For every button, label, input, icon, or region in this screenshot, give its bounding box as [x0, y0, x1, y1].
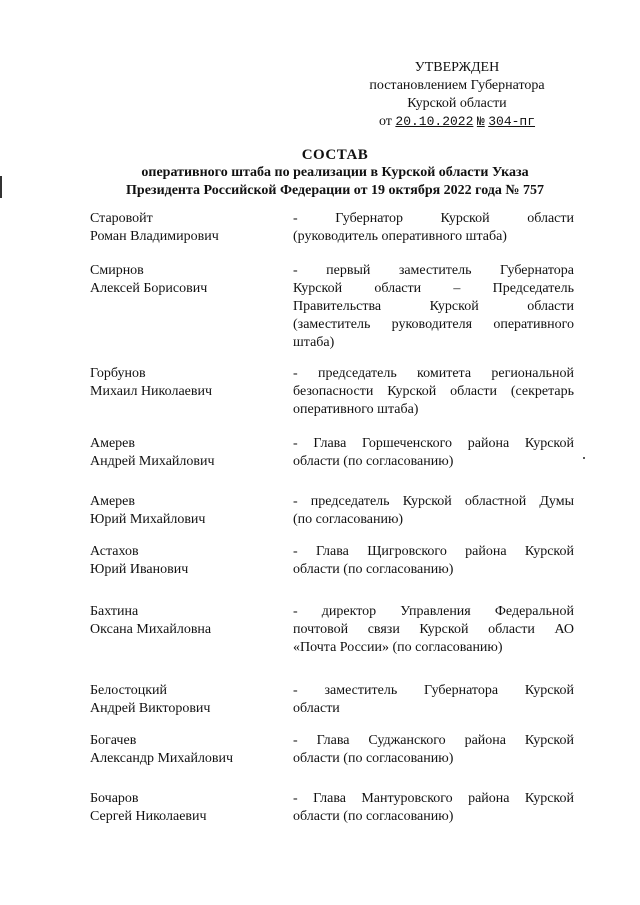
member-role	[293, 682, 574, 718]
member-name	[90, 210, 280, 246]
member-role-line: Правительства Курской области	[293, 299, 574, 314]
member-role-line: области (по согласованию)	[293, 809, 454, 824]
approval-title: УТВЕРЖДЕН	[414, 60, 500, 75]
member-name	[90, 262, 280, 298]
member-role-line: Курской области – Председатель	[293, 281, 574, 296]
member-role-line: почтовой связи Курской области АО	[293, 622, 574, 637]
member-name	[90, 732, 280, 768]
member-name	[90, 603, 280, 639]
member-role-line: области	[293, 701, 340, 716]
member-role-line: области (по согласованию)	[293, 562, 454, 577]
member-role-line: оперативного штаба)	[293, 402, 419, 417]
member-surname: Амерев	[90, 494, 136, 509]
member-role	[293, 365, 574, 419]
member-role-line: (по согласованию)	[293, 512, 404, 527]
member-surname: Богачев	[90, 733, 137, 748]
member-role-line: - Глава Мантуровского района Курской	[293, 791, 574, 806]
member-given-names: Роман Владимирович	[90, 229, 219, 244]
member-given-names: Юрий Михайлович	[90, 512, 206, 527]
member-role-line: - Губернатор Курской области	[293, 211, 574, 226]
scan-speck	[583, 457, 585, 459]
member-role	[293, 603, 574, 657]
member-role-line: «Почта России» (по согласованию)	[293, 640, 503, 655]
member-surname: Смирнов	[90, 263, 144, 278]
member-given-names: Оксана Михайловна	[90, 622, 212, 637]
member-given-names: Михаил Николаевич	[90, 384, 213, 399]
member-name	[90, 493, 280, 529]
member-surname: Горбунов	[90, 366, 146, 381]
member-role	[293, 790, 574, 826]
member-surname: Белостоцкий	[90, 683, 168, 698]
member-surname: Астахов	[90, 544, 139, 559]
approval-authority: постановлением Губернатора	[369, 78, 545, 93]
member-role	[293, 543, 574, 579]
member-role	[293, 493, 574, 529]
approval-region: Курской области	[407, 96, 507, 111]
title-line-3: Президента Российской Федерации от 19 октября 2022 года № 757	[126, 183, 544, 198]
member-role-line: (руководитель оперативного штаба)	[293, 229, 507, 244]
member-role	[293, 210, 574, 246]
member-role	[293, 732, 574, 768]
member-surname: Старовойт	[90, 211, 153, 226]
member-name	[90, 435, 280, 471]
member-given-names: Сергей Николаевич	[90, 809, 207, 824]
member-role-line: безопасности Курской области (секретарь	[293, 384, 574, 399]
document-title	[90, 146, 580, 200]
member-surname: Амерев	[90, 436, 136, 451]
member-role	[293, 435, 574, 471]
number-sign: №	[476, 114, 485, 129]
member-given-names: Юрий Иванович	[90, 562, 189, 577]
member-given-names: Алексей Борисович	[90, 281, 208, 296]
member-role-line: - Глава Горшеченского района Курской	[293, 436, 574, 451]
member-surname: Бахтина	[90, 604, 139, 619]
member-given-names: Александр Михайлович	[90, 751, 234, 766]
member-name	[90, 682, 280, 718]
approval-date: 20.10.2022	[395, 114, 474, 129]
member-role-line: - первый заместитель Губернатора	[293, 263, 574, 278]
member-role-line: - директор Управления Федеральной	[293, 604, 574, 619]
title-heading: СОСТАВ	[301, 147, 369, 163]
approval-stamp	[362, 59, 552, 131]
member-name	[90, 790, 280, 826]
date-prefix: от	[378, 114, 392, 129]
member-given-names: Андрей Викторович	[90, 701, 211, 716]
member-given-names: Андрей Михайлович	[90, 454, 215, 469]
title-line-2: оперативного штаба по реализации в Курской области Указа	[141, 165, 529, 180]
approval-number: 304-пг	[488, 114, 536, 129]
member-role-line: (заместитель руководителя оперативного	[293, 317, 574, 332]
member-name	[90, 365, 280, 401]
member-role-line: штаба)	[293, 335, 335, 350]
member-role-line: - Глава Суджанского района Курской	[293, 733, 574, 748]
approval-date-line	[362, 113, 552, 131]
member-role-line: - заместитель Губернатора Курской	[293, 683, 574, 698]
scan-margin-mark	[0, 176, 2, 198]
member-role	[293, 262, 574, 352]
member-role-line: области (по согласованию)	[293, 454, 454, 469]
member-role-line: - председатель Курской областной Думы	[293, 494, 574, 509]
member-name	[90, 543, 280, 579]
member-surname: Бочаров	[90, 791, 139, 806]
member-role-line: - Глава Щигровского района Курской	[293, 544, 574, 559]
member-role-line: - председатель комитета региональной	[293, 366, 574, 381]
member-role-line: области (по согласованию)	[293, 751, 454, 766]
